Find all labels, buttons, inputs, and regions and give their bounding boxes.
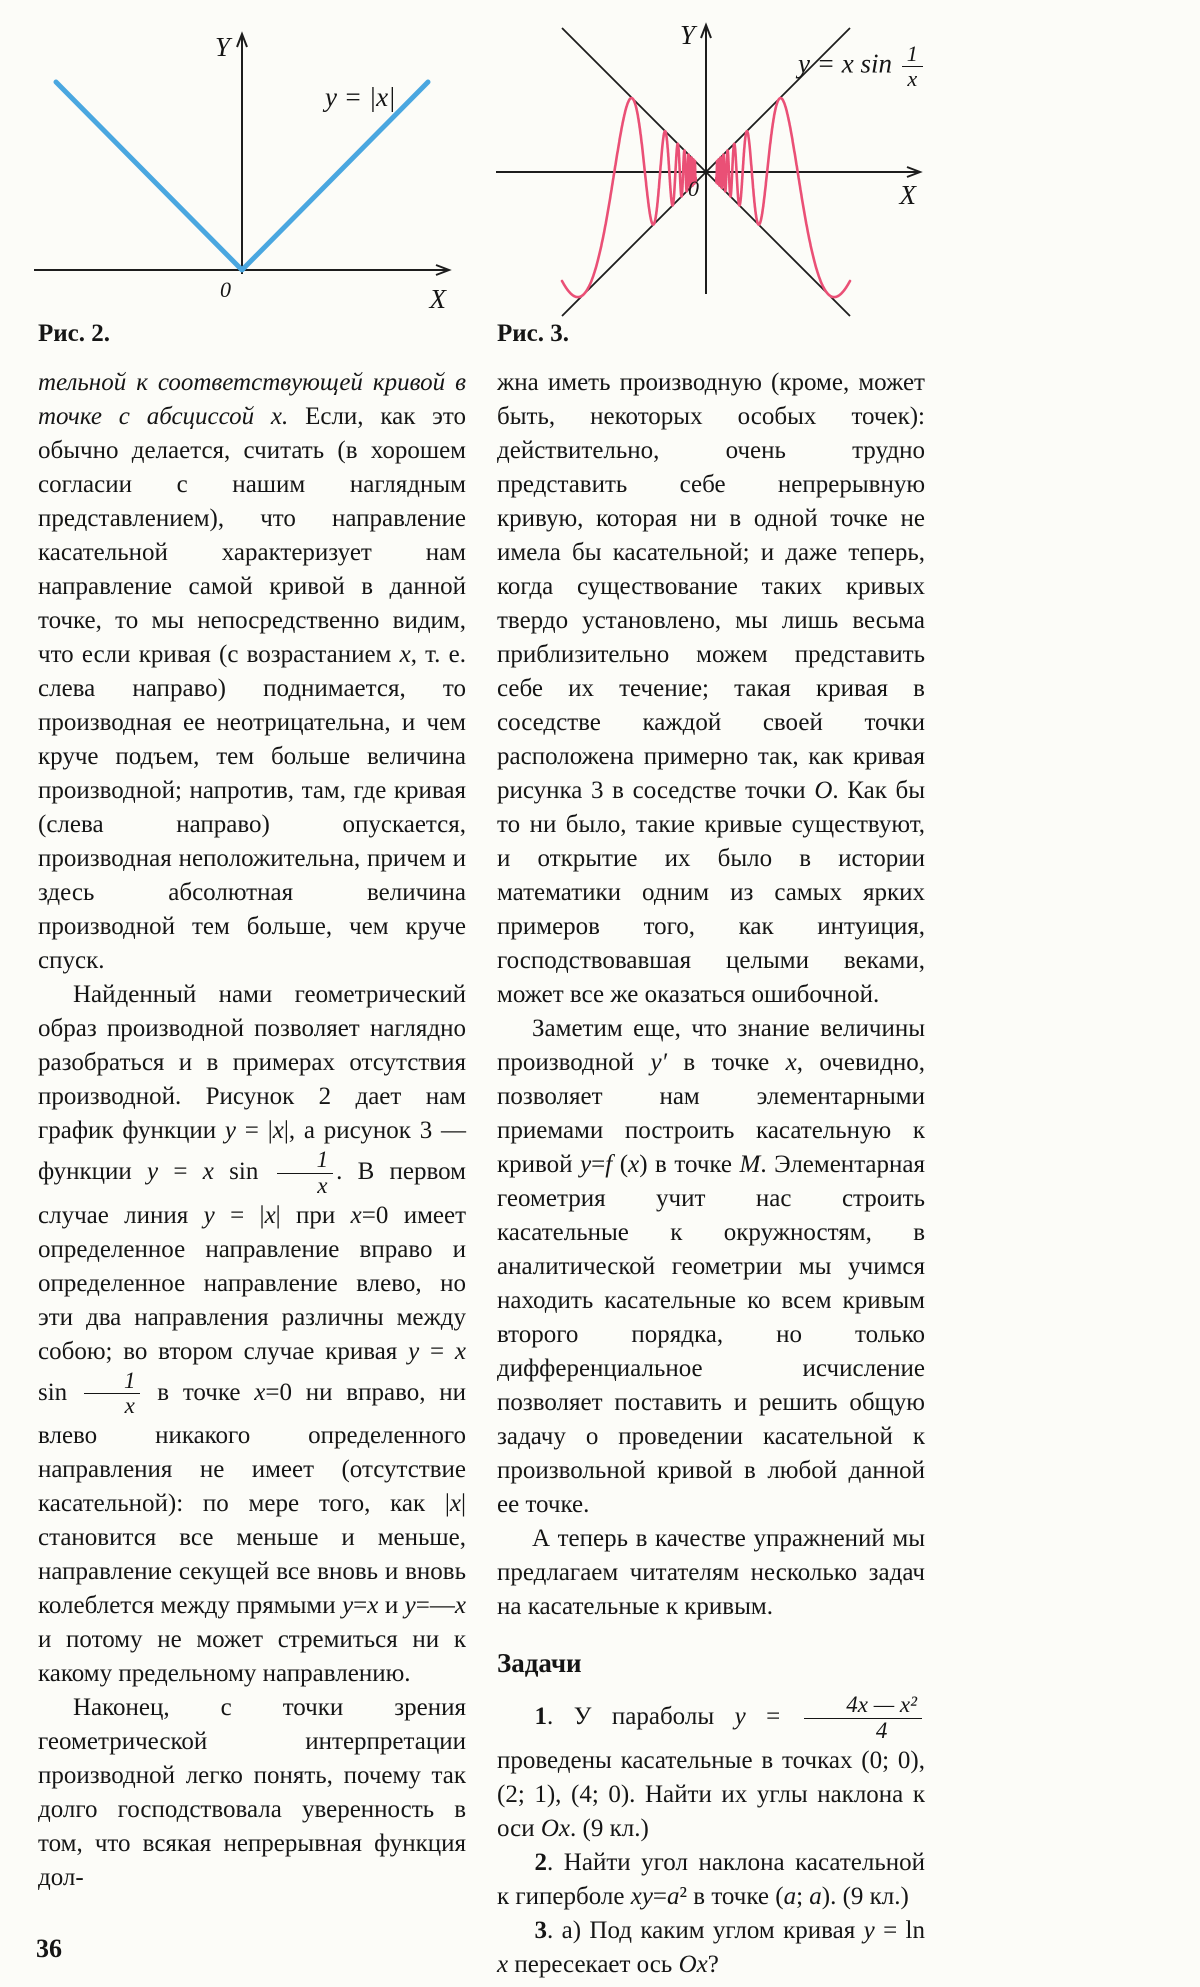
right-paragraph-3: А теперь в качестве упражнений мы предлагаем читателям несколько задач на касательные к кривым. xyxy=(497,1525,925,1620)
text-columns xyxy=(38,366,925,1982)
fig2-x-label: X xyxy=(429,284,446,314)
left-paragraph-1: тельной к соответствующей кривой в точке с абсциссой x. Если, как это обычно делается, считать (в хорошем согласии с нашим наглядным представлением), что направление касательной характеризует нам направление самой кривой в данной точке, то мы непосредственно видим, что если кривая (с возрастанием x, т. е. слева направо) поднимается, то производная ее неотрицательна, и чем круче подъем, тем больше величина производной; напротив, там, где кривая (слева направо) опускается, производная неположительна, причем и здесь абсолютная величина производной тем больше, чем круче спуск. xyxy=(38,369,467,974)
left-paragraph-3: Наконец, с точки зрения геометрической интерпретации производной легко понять, почему так долго господствовала уверенность в том, что всякая непрерывная функция дол- xyxy=(38,1694,466,1892)
right-paragraph-2: Заметим еще, что знание величины производной y′ в точке x, очевидно, позволяет нам элементарными приемами построить касательную к кривой y=f (x) в точке M. Элементарная геометрия учит нас строить касательные к окружностям, в аналитической геометрии мы учимся находить касательные ко всем кривым второго порядка, но только дифференциальное исчисление позволяет поставить и решить общую задачу о проведении касательной к произвольной кривой в любой данной ее точке. xyxy=(497,1015,925,1518)
fig3-origin-label: 0 xyxy=(688,176,699,201)
fig2-plot xyxy=(30,20,460,335)
fig3-equation: y = x sin $\frac{1}{x}$ xyxy=(798,42,926,91)
fig3-caption: Рис. 3. xyxy=(497,320,570,347)
fig2-origin-label: 0 xyxy=(220,277,231,302)
column-left xyxy=(38,366,466,1982)
figure-abs-value xyxy=(30,20,460,335)
page-number: 36 xyxy=(36,1934,62,1963)
problem-item-3: 3. а) Под каким углом кривая y = ln x пересекает ось Ox? xyxy=(497,1916,925,1978)
right-paragraph-1: жна иметь производную (кроме, может быть, некоторых особых точек): действительно, очень трудно представить себе непрерывную кривую, которая ни в одной точке не имела бы касательной; и даже теперь, когда существование таких кривых твердо установлено, мы лишь весьма приблизительно можем представить себе их течение; такая кривая в соседстве каждой своей точки расположена примерно так, как кривая рисунка 3 в соседстве точки O. Как бы то ни было, такие кривые существуют, и открытие их было в истории математики одним из самых ярких примеров того, как интуиция, господствовавшая целыми веками, может все же оказаться ошибочной. xyxy=(497,369,926,1008)
problem-item-2: 2. Найти угол наклона касательной к гиперболе xy=a² в точке (a; a). (9 кл.) xyxy=(497,1848,925,1910)
fig3-x-label: X xyxy=(899,180,916,210)
column-right xyxy=(497,366,925,1982)
figures-row xyxy=(0,0,1200,360)
problem-item-1: 1. У параболы y = $\frac{\text{4x — x²}}{4}$ проведены касательные в точках (0; 0), (2; 1), (4; 0). Найти их углы наклона к оси Ox. (9 кл.) xyxy=(497,1692,925,1842)
problems-heading: Задачи xyxy=(497,1648,582,1678)
figure-x-sin-inv-x xyxy=(490,12,930,347)
fig2-equation: y = |x| xyxy=(325,82,396,112)
fig3-y-label: Y xyxy=(679,20,695,50)
fig2-y-label: Y xyxy=(214,32,230,62)
left-paragraph-2: Найденный нами геометрический образ производной позволяет наглядно разобраться и в примерах отсутствия производной. Рисунок 2 дает нам график функции y = |x|, а рисунок 3 — функции y = x sin $\frac{1}{x}$ . В первом случае линия y = |x| при x=0 имеет определенное направление вправо и определенное направление влево, но эти два направления различны между собою; во втором случае кривая y = x sin $\frac{1}{x}$ в точке x=0 ни вправо, ни влево никакого определенного направления не имеет (отсутствие касательной): по мере того, как |x| становится все меньше и меньше, направление секущей все вновь и вновь колеблется между прямыми y=x и y=—x и потому не может стремиться ни к какому предельному направлению. xyxy=(38,981,467,1688)
fig2-caption: Рис. 2. xyxy=(38,320,111,347)
